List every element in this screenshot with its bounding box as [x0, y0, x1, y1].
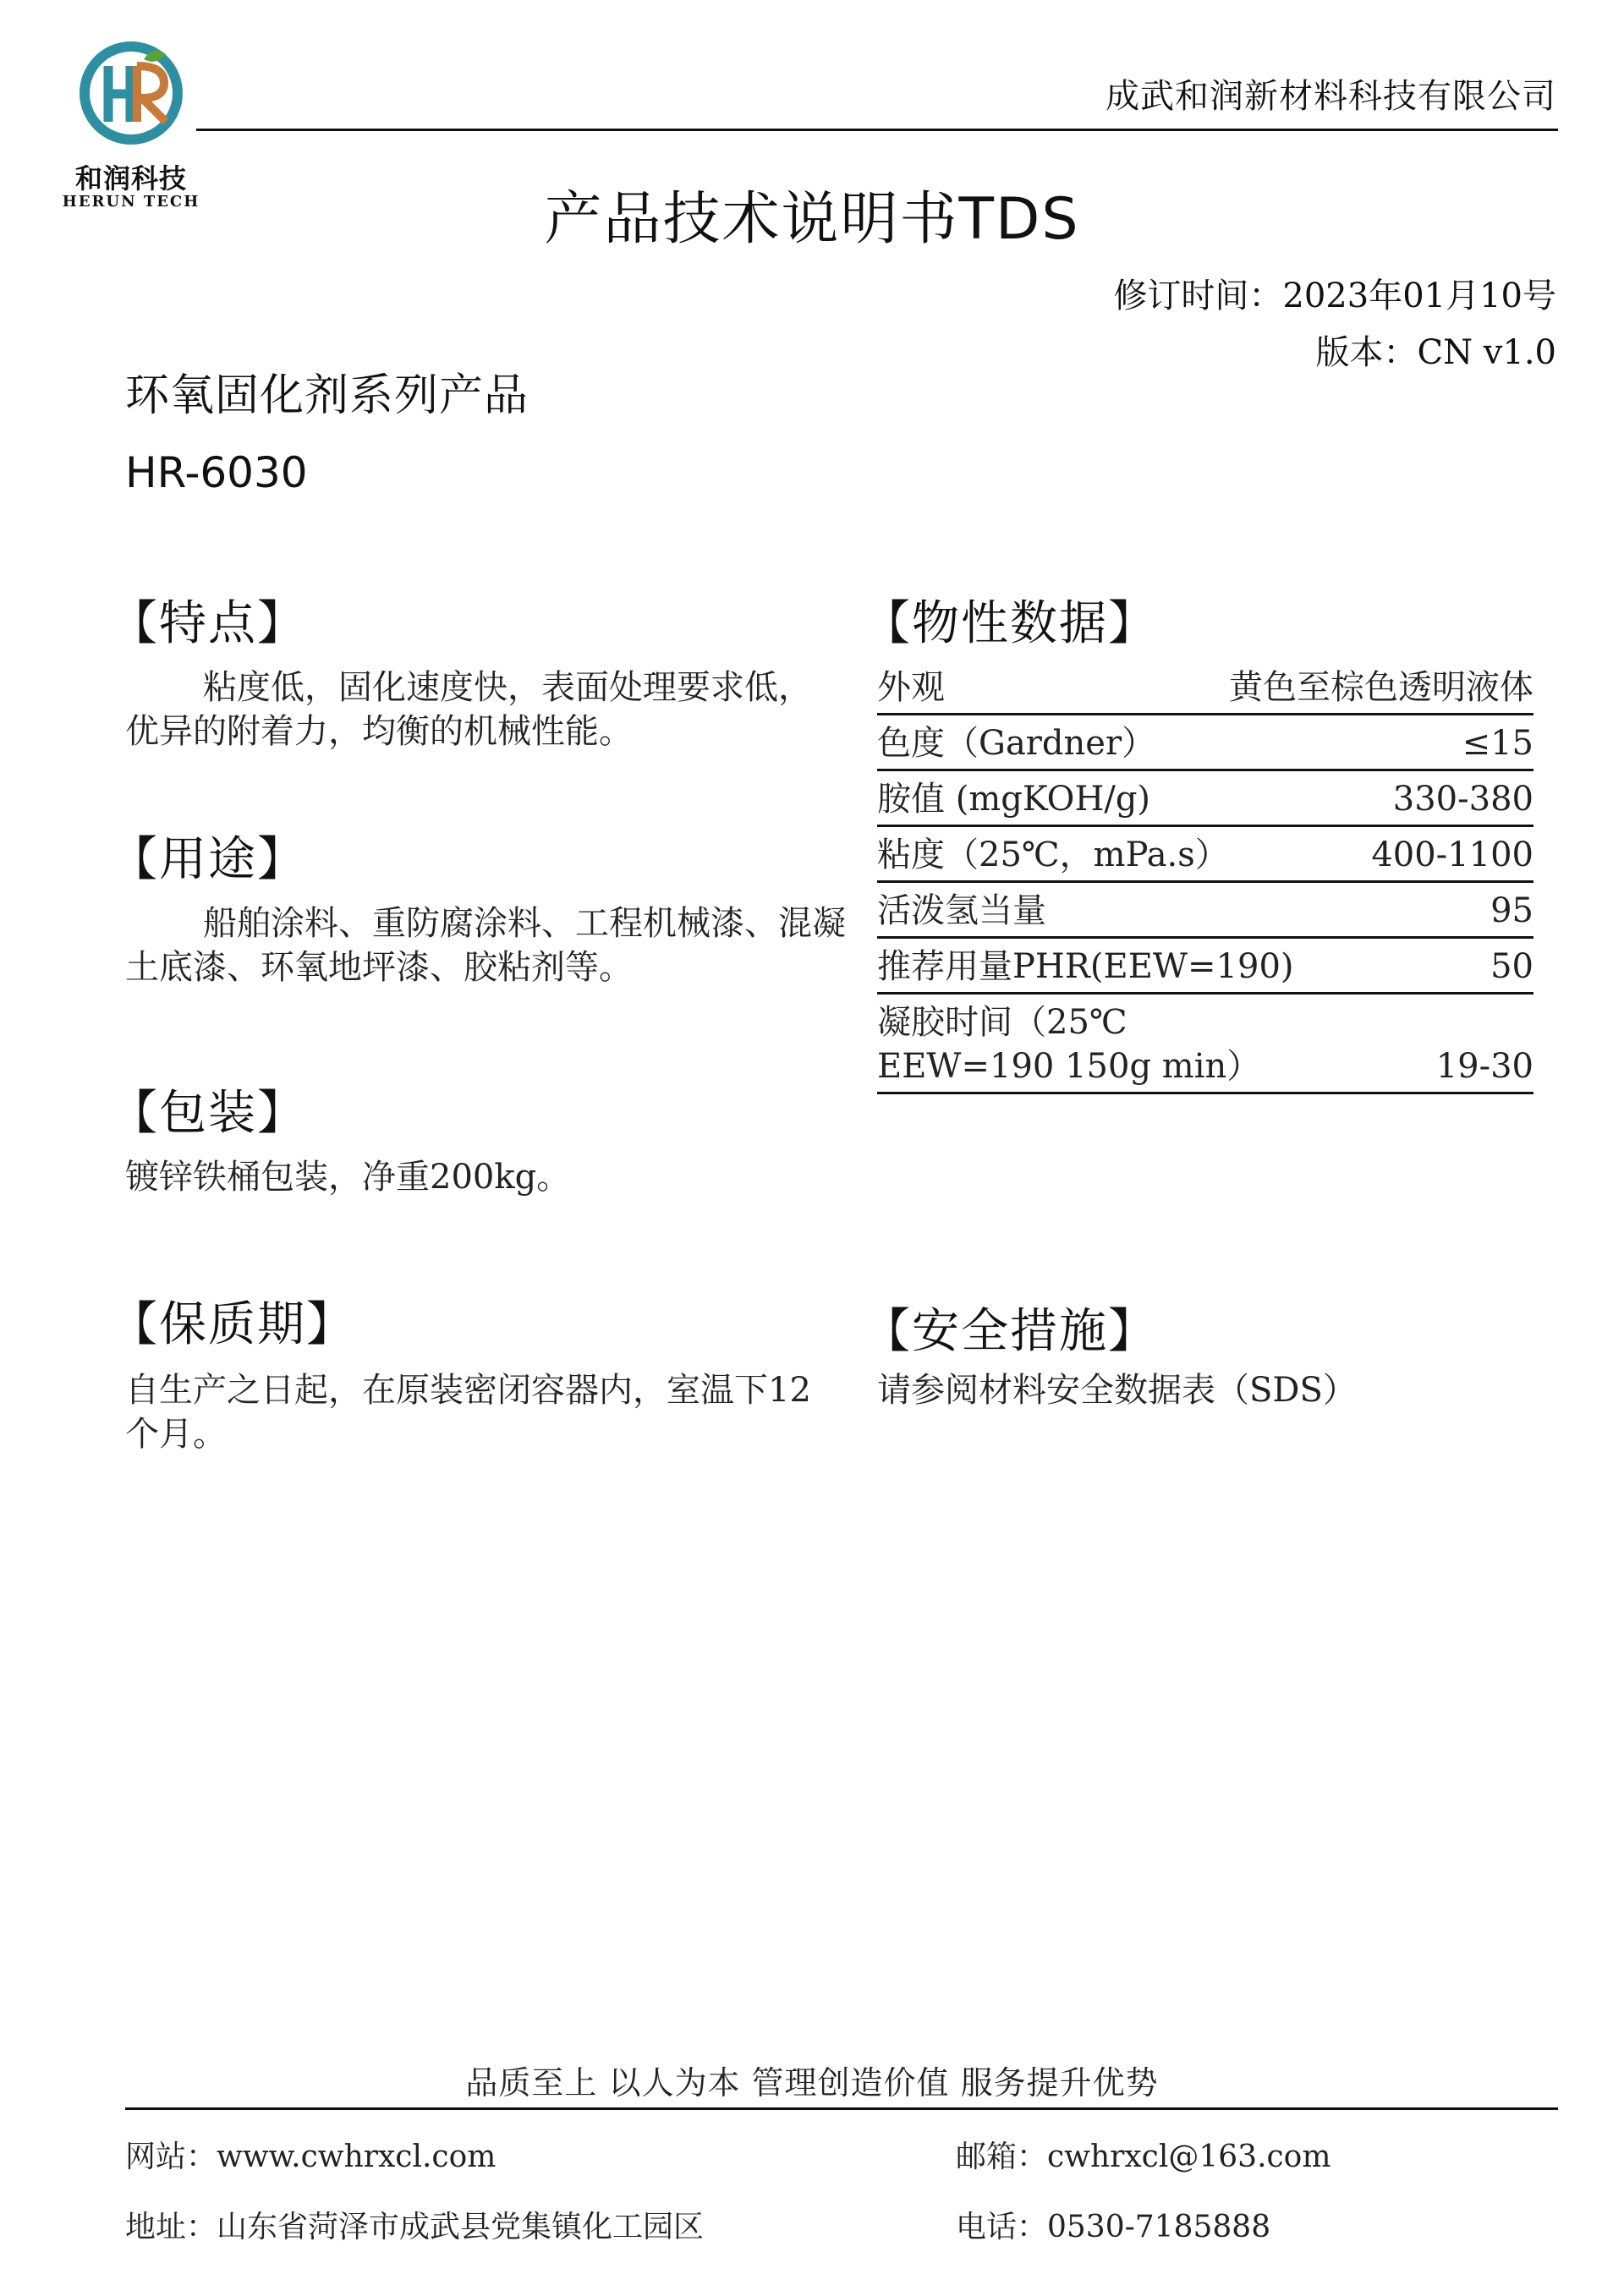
property-value: ≤15	[1462, 724, 1533, 763]
property-row	[877, 715, 1533, 771]
property-value: 黄色至棕色透明液体	[1229, 668, 1533, 707]
property-key-line1: 凝胶时间（25℃	[877, 1003, 1127, 1042]
document-title: 产品技术说明书TDS	[544, 186, 1080, 253]
properties-table	[877, 660, 1533, 1094]
company-name: 成武和润新材料科技有限公司	[1106, 77, 1556, 116]
property-key: 推荐用量PHR(EEW=190)	[877, 947, 1294, 986]
property-key: 胺值 (mgKOH/g)	[877, 780, 1151, 819]
property-key: 色度（Gardner）	[877, 724, 1156, 763]
usage-text: 船舶涂料、重防腐涂料、工程机械漆、混凝土底漆、环氧地坪漆、胶粘剂等。	[125, 904, 846, 987]
features-text: 粘度低，固化速度快，表面处理要求低，优异的附着力，均衡的机械性能。	[125, 668, 812, 751]
footer-address: 地址：山东省菏泽市成武县党集镇化工园区	[125, 2210, 705, 2244]
property-key-line2: EEW=190 150g min）	[877, 1047, 1261, 1086]
footer-slogan: 品质至上 以人为本 管理创造价值 服务提升优势	[465, 2064, 1159, 2101]
usage-heading: 【用途】	[110, 832, 306, 887]
property-row	[877, 827, 1533, 883]
header-divider	[196, 129, 1558, 131]
revision-date: 修订时间：2023年01月10号	[1113, 277, 1556, 315]
footer-website[interactable]: 网站：www.cwhrxcl.com	[125, 2140, 497, 2174]
property-value: 19-30	[1435, 1047, 1533, 1086]
property-row	[877, 660, 1533, 715]
property-key	[877, 1000, 1260, 1088]
property-row	[877, 995, 1533, 1094]
property-row	[877, 883, 1533, 939]
product-series: 环氧固化剂系列产品	[125, 370, 529, 421]
property-value: 330-380	[1392, 780, 1533, 819]
packaging-text: 镀锌铁桶包装，净重200kg。	[125, 1158, 571, 1197]
logo-mark-icon	[59, 41, 203, 151]
footer-email[interactable]: 邮箱：cwhrxcl@163.com	[956, 2140, 1331, 2174]
version-label: 版本：CN v1.0	[1315, 333, 1556, 372]
shelf-life-text: 自生产之日起，在原装密闭容器内，室温下12个月。	[125, 1371, 811, 1454]
property-value: 95	[1490, 891, 1533, 930]
safety-heading: 【安全措施】	[863, 1304, 1157, 1359]
property-row	[877, 939, 1533, 995]
property-key: 外观	[877, 668, 945, 707]
logo-name-cn: 和润科技	[74, 162, 187, 195]
logo-name-en: HERUN TECH	[62, 193, 200, 211]
packaging-heading: 【包装】	[110, 1086, 306, 1141]
property-key: 活泼氢当量	[877, 891, 1046, 930]
properties-heading: 【物性数据】	[863, 596, 1157, 651]
property-value: 50	[1490, 947, 1533, 986]
property-value: 400-1100	[1371, 836, 1533, 874]
safety-text: 请参阅材料安全数据表（SDS）	[877, 1371, 1357, 1410]
footer-divider	[125, 2107, 1558, 2110]
footer-phone: 电话：0530-7185888	[956, 2210, 1271, 2244]
shelf-life-heading: 【保质期】	[110, 1297, 355, 1352]
property-key: 粘度（25℃，mPa.s）	[877, 836, 1229, 874]
product-model: HR-6030	[125, 448, 308, 497]
property-row	[877, 771, 1533, 827]
features-heading: 【特点】	[110, 596, 306, 651]
